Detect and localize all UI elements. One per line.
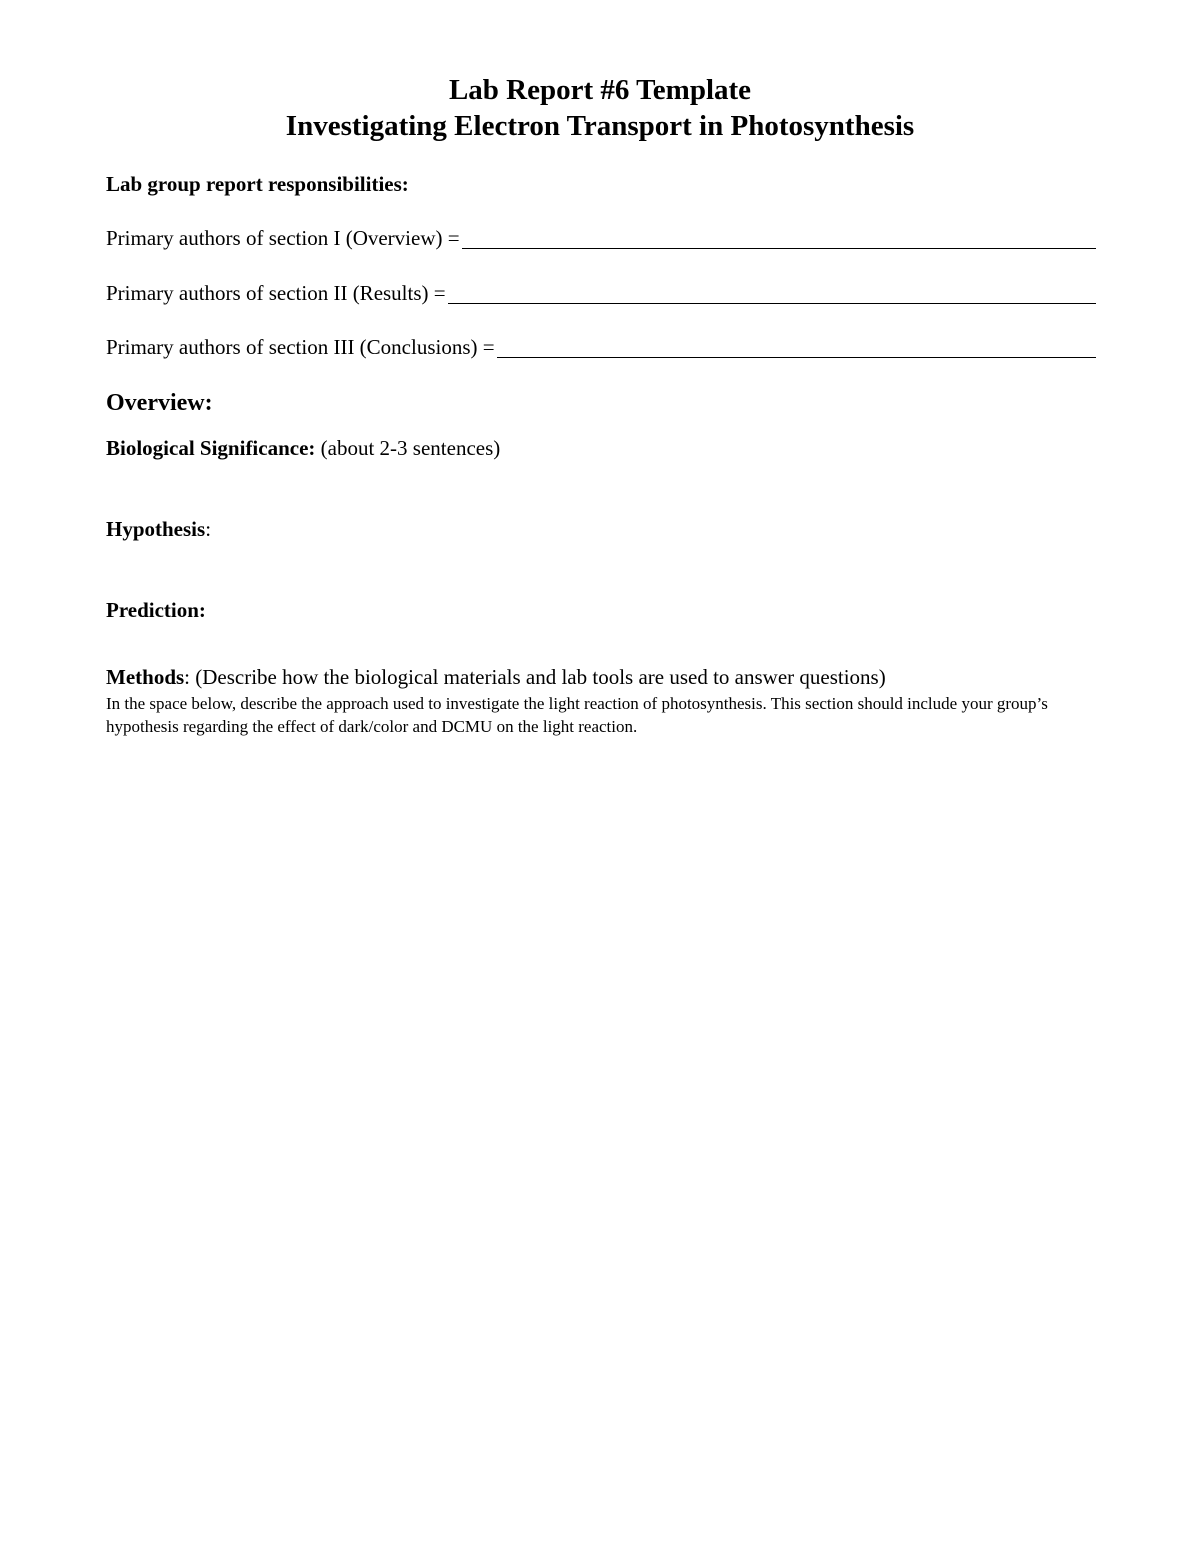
- author-blank-section-3[interactable]: [497, 337, 1096, 358]
- methods-description: In the space below, describe the approach used to investigate the light reaction of photosynthesis. This section should include your group’s hypothesis regarding the effect of dark/color and DCMU on the light reaction.: [106, 694, 1048, 736]
- responsibilities-heading: Lab group report responsibilities:: [106, 172, 409, 196]
- biological-significance-label: Biological Significance:: [106, 436, 316, 460]
- title-line-2: Investigating Electron Transport in Photosynthesis: [285, 110, 915, 142]
- biological-significance-note: (about 2-3 sentences): [315, 436, 501, 460]
- methods-note: : (Describe how the biological materials and lab tools are used to answer questions): [184, 665, 886, 689]
- title-line-1: Lab Report #6 Template: [448, 74, 752, 106]
- prediction-line: [106, 598, 206, 623]
- hypothesis-label: Hypothesis: [106, 517, 206, 541]
- author-row-section-2: [106, 280, 1096, 306]
- overview-heading: Overview:: [106, 390, 213, 416]
- author-row-section-3: [106, 334, 1096, 360]
- hypothesis-line: [106, 517, 211, 542]
- author-label-section-3: Primary authors of section III (Conclusions) =: [106, 335, 495, 359]
- author-blank-section-2[interactable]: [448, 283, 1096, 304]
- document-title: [0, 72, 1200, 144]
- biological-significance-line: [106, 436, 500, 461]
- methods-line: [106, 665, 886, 690]
- prediction-label: Prediction:: [106, 598, 206, 622]
- author-row-section-1: [106, 225, 1096, 251]
- author-label-section-1: Primary authors of section I (Overview) =: [106, 226, 460, 250]
- author-blank-section-1[interactable]: [462, 228, 1096, 249]
- hypothesis-colon: :: [205, 517, 212, 541]
- methods-label: Methods: [106, 665, 185, 689]
- author-label-section-2: Primary authors of section II (Results) =: [106, 281, 446, 305]
